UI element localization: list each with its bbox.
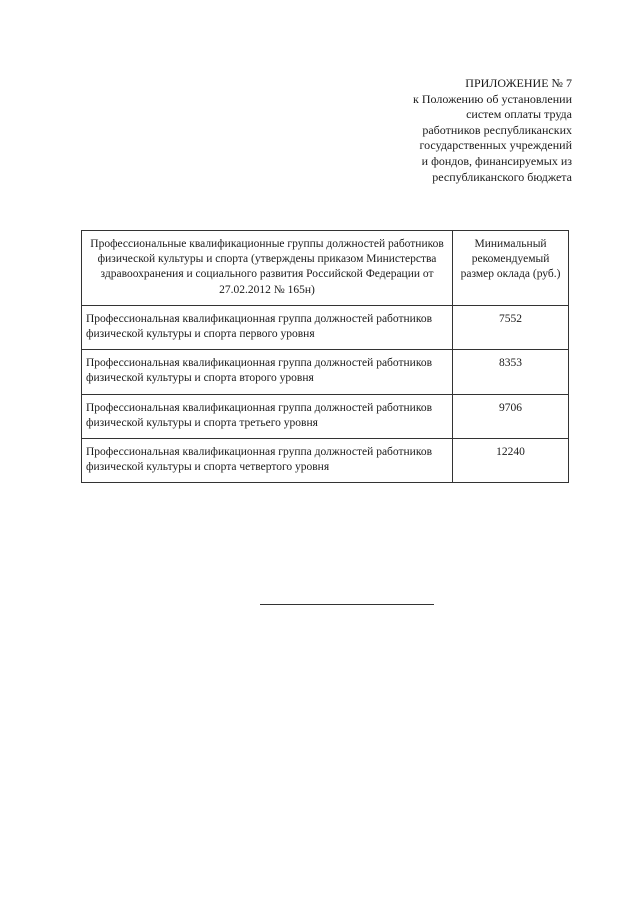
salary-value-cell: 9706 xyxy=(453,394,569,438)
appendix-line: к Положению об установлении xyxy=(413,91,572,106)
salary-table xyxy=(81,230,569,483)
group-name-cell: Профессиональная квалификационная группа должностей работников физической культуры и спорта первого уровня xyxy=(82,305,453,349)
appendix-line: государственных учреждений xyxy=(419,138,572,153)
group-name-cell: Профессиональная квалификационная группа должностей работников физической культуры и спорта второго уровня xyxy=(82,350,453,394)
column-header-salary: Минимальный рекомендуемый размер оклада (руб.) xyxy=(453,231,569,306)
table-row xyxy=(82,350,569,394)
appendix-line: систем оплаты труда xyxy=(466,107,572,122)
group-name-cell: Профессиональная квалификационная группа должностей работников физической культуры и спорта четвертого уровня xyxy=(82,439,453,483)
table-header-row xyxy=(82,231,569,306)
group-name-cell: Профессиональная квалификационная группа должностей работников физической культуры и спорта третьего уровня xyxy=(82,394,453,438)
appendix-title: ПРИЛОЖЕНИЕ № 7 xyxy=(465,76,572,90)
table-row xyxy=(82,394,569,438)
salary-value-cell: 12240 xyxy=(453,439,569,483)
appendix-line: работников республиканских xyxy=(422,122,572,137)
appendix-line: республиканского бюджета xyxy=(432,169,572,184)
end-of-document-divider xyxy=(260,604,434,605)
appendix-header xyxy=(332,76,572,185)
salary-value-cell: 8353 xyxy=(453,350,569,394)
salary-value-cell: 7552 xyxy=(453,305,569,349)
table-row xyxy=(82,305,569,349)
table-row xyxy=(82,439,569,483)
appendix-line: и фондов, финансируемых из xyxy=(421,153,572,168)
column-header-group: Профессиональные квалификационные группы должностей работников физической культуры и спорта (утверждены приказом Министерства здравоохранения и социального развития Российской Федерации от 27.02.2012 № 165н) xyxy=(82,231,453,306)
